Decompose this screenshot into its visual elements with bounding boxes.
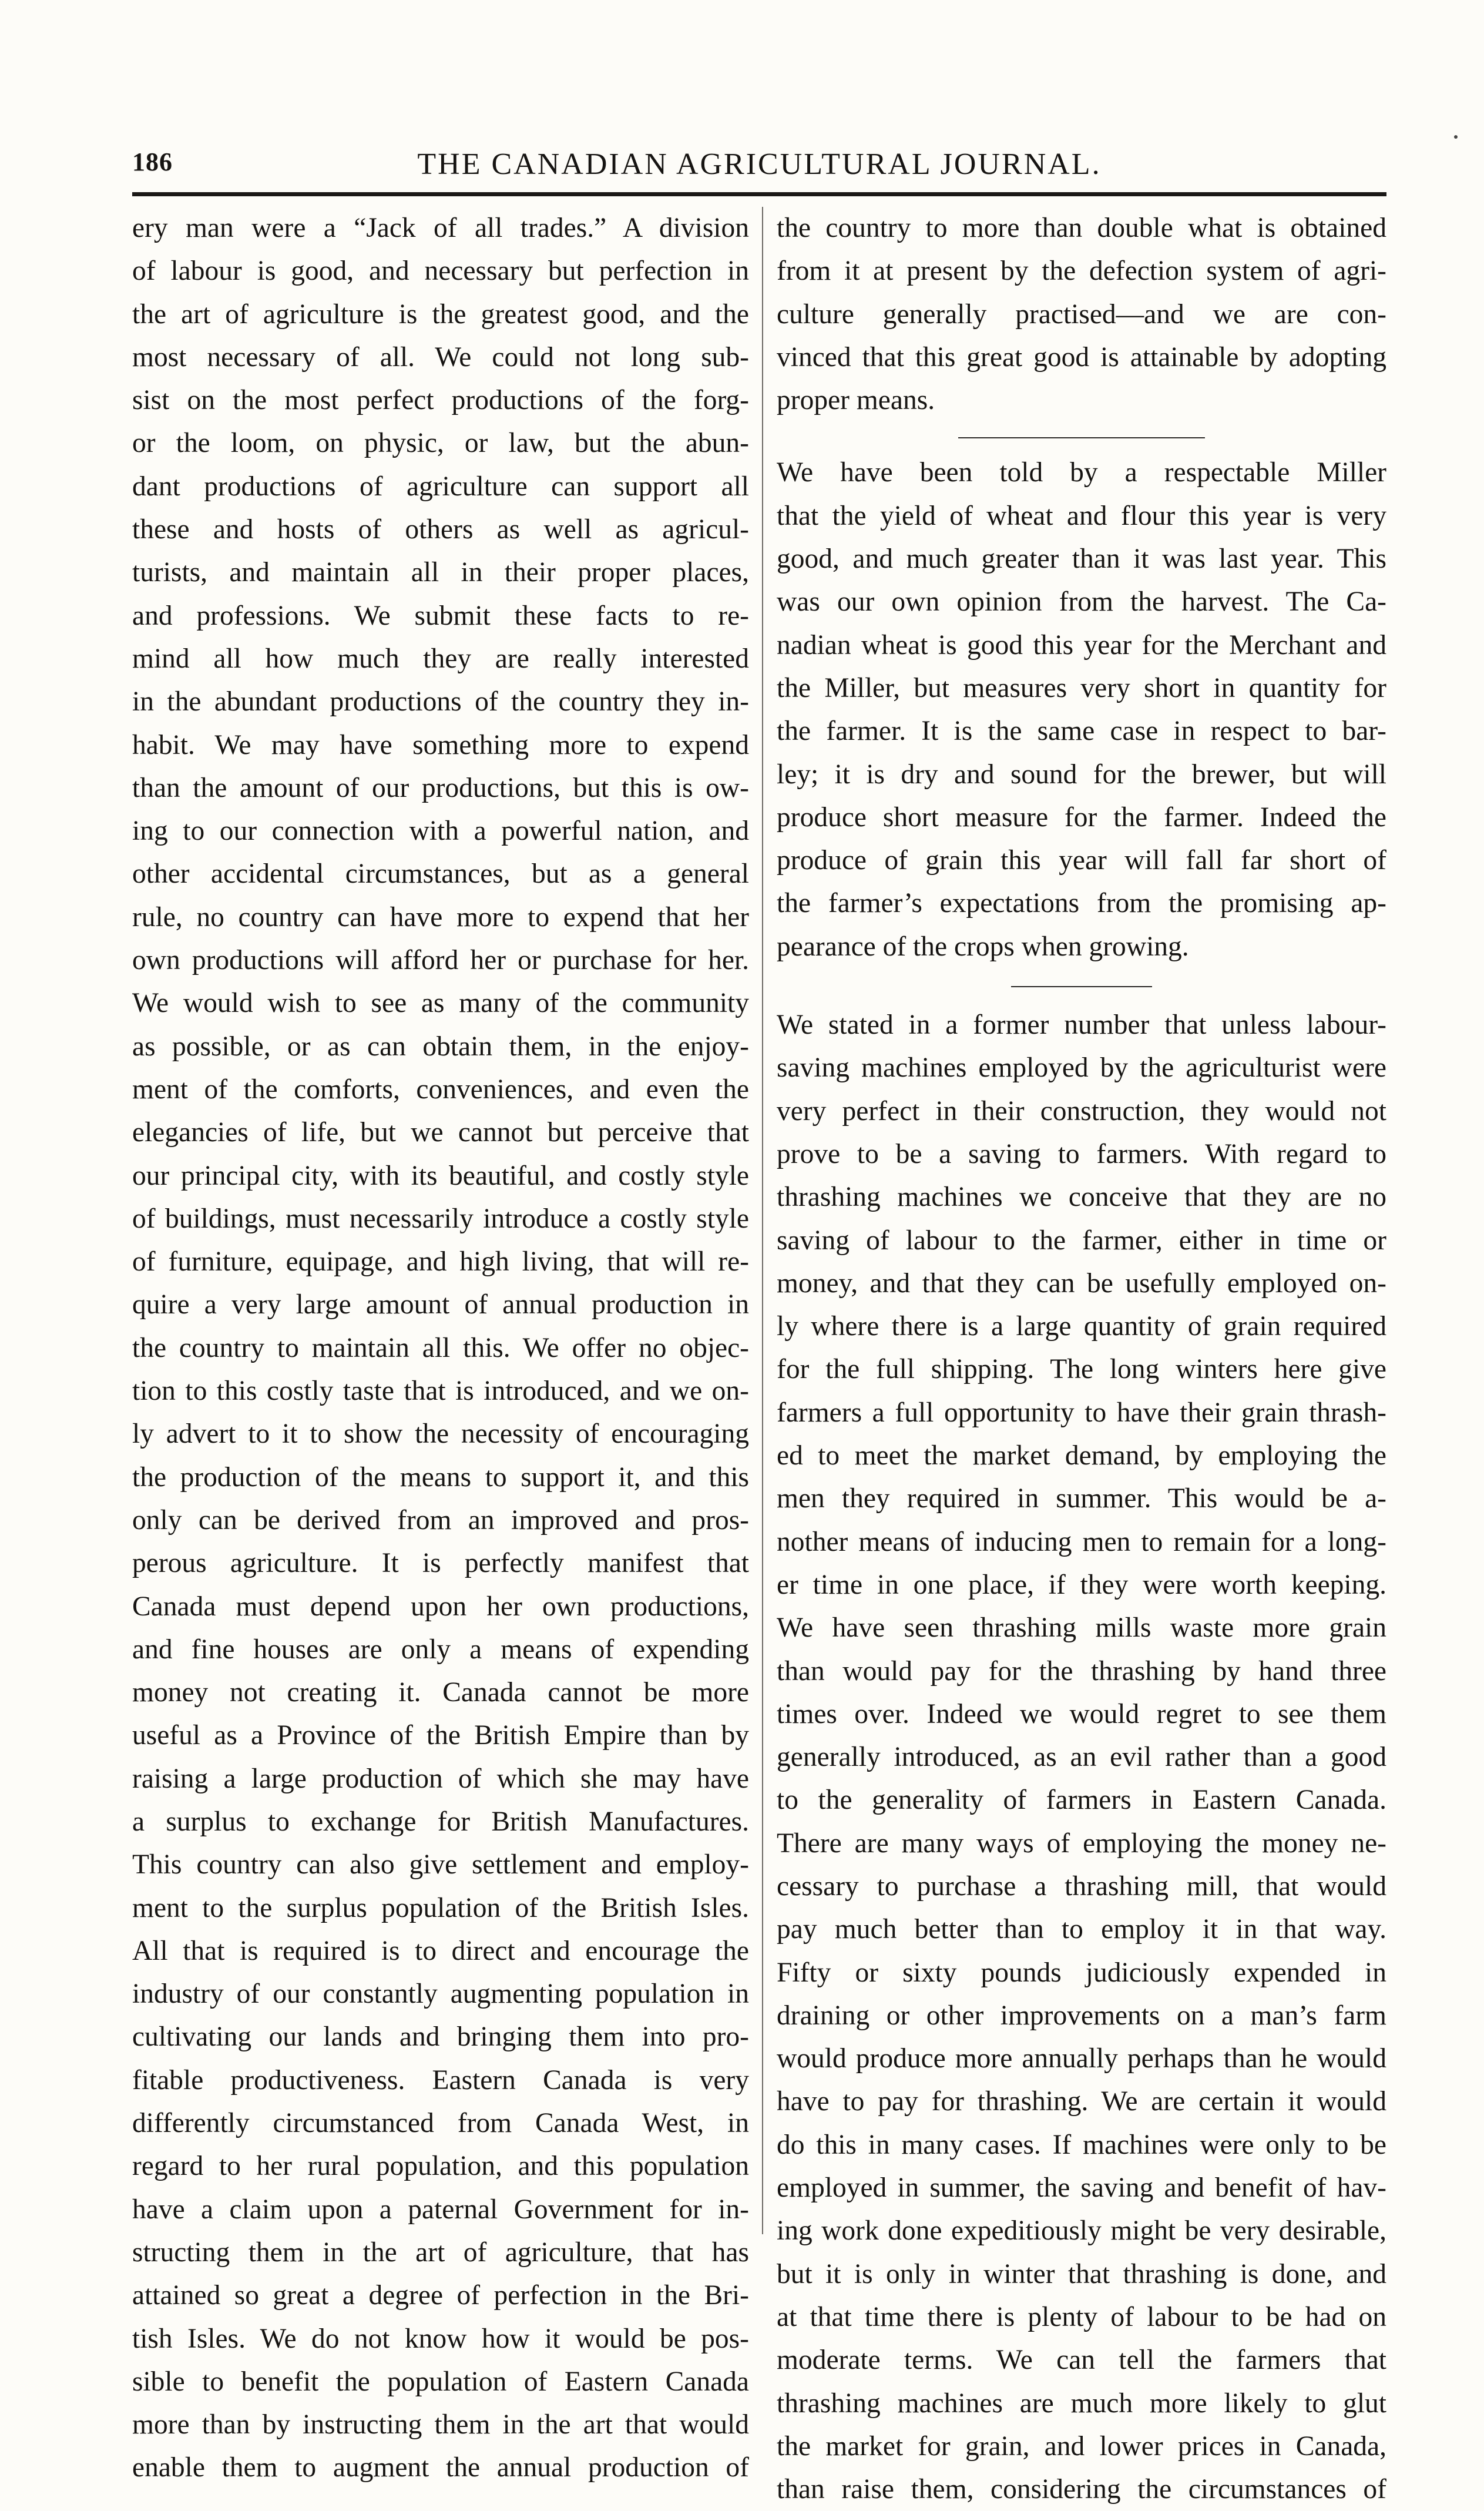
text-line: We have been told by a respectable Miller: [777, 457, 1386, 488]
text-line: culture generally practised—and we are con-: [777, 299, 1386, 330]
section-rule: [1011, 986, 1152, 987]
text-line: elegancies of life, but we cannot but perceive that: [132, 1117, 749, 1148]
text-line: men they required in summer. This would be a-: [777, 1483, 1386, 1514]
text-line: We have seen thrashing mills waste more grain: [777, 1612, 1386, 1644]
text-line: more than by instructing them in the art that would: [132, 2409, 749, 2440]
text-line: tish Isles. We do not know how it would be pos-: [132, 2323, 749, 2354]
text-line: ley; it is dry and sound for the brewer, but will: [777, 759, 1386, 790]
text-line: have to pay for thrashing. We are certain it would: [777, 2086, 1386, 2117]
text-line: habit. We may have something more to expend: [132, 729, 749, 760]
text-line: structing them in the art of agriculture, that has: [132, 2237, 749, 2268]
text-line: enable them to augment the annual production of: [132, 2452, 749, 2483]
text-line: ing to our connection with a powerful nation, and: [132, 816, 749, 847]
text-line: the country to more than double what is obtained: [777, 213, 1386, 243]
text-line: Fifty or sixty pounds judiciously expended in: [777, 1957, 1386, 1988]
text-line: We would wish to see as many of the community: [132, 988, 749, 1019]
text-line: dant productions of agriculture can support all: [132, 471, 749, 502]
text-line: proper means.: [777, 385, 935, 416]
text-line: most necessary of all. We could not long sub-: [132, 341, 749, 373]
text-line: good, and much greater than it was last year. This: [777, 544, 1386, 575]
text-line: ery man were a “Jack of all trades.” A division: [132, 213, 749, 243]
text-line: rule, no country can have more to expend that her: [132, 901, 749, 933]
text-line: prove to be a saving to farmers. With regard to: [777, 1138, 1386, 1169]
text-line: employed in summer, the saving and benefit of hav-: [777, 2173, 1386, 2204]
text-line: pay much better than to employ it in that way.: [777, 1914, 1386, 1945]
text-line: differently circumstanced from Canada West, in: [132, 2108, 749, 2139]
text-line: We stated in a former number that unless labour-: [777, 1010, 1386, 1041]
text-line: ment of the comforts, conveniences, and even the: [132, 1074, 749, 1105]
text-line: turists, and maintain all in their proper places,: [132, 557, 749, 588]
text-line: There are many ways of employing the money ne-: [777, 1828, 1386, 1859]
text-line: All that is required is to direct and encourage the: [132, 1935, 749, 1966]
text-line: the farmer’s expectations from the promising ap-: [777, 888, 1386, 919]
text-line: ment to the surplus population of the British Isles.: [132, 1892, 749, 1923]
text-line: in the abundant productions of the country they in-: [132, 686, 749, 718]
text-line: would produce more annually perhaps than he would: [777, 2043, 1386, 2074]
text-line: ing work done expeditiously might be very desirable,: [777, 2215, 1386, 2247]
running-title: THE CANADIAN AGRICULTURAL JOURNAL.: [417, 147, 1102, 181]
text-line: own productions will afford her or purchase for her.: [132, 945, 749, 976]
text-line: and fine houses are only a means of expending: [132, 1634, 749, 1665]
text-line: but it is only in winter that thrashing is done, and: [777, 2258, 1386, 2289]
text-line: perous agriculture. It is perfectly manifest that: [132, 1548, 749, 1579]
text-line: regard to her rural population, and this population: [132, 2151, 749, 2182]
text-line: as possible, or as can obtain them, in the enjoy-: [132, 1031, 749, 1062]
text-line: saving of labour to the farmer, either in time or: [777, 1225, 1386, 1256]
header-rule: [132, 192, 1386, 196]
text-line: quire a very large amount of annual production in: [132, 1289, 749, 1320]
text-line: of furniture, equipage, and high living, that will re-: [132, 1246, 749, 1278]
text-line: have a claim upon a paternal Government for in-: [132, 2194, 749, 2225]
text-line: do this in many cases. If machines were only to be: [777, 2129, 1386, 2160]
page-number: 186: [132, 147, 173, 176]
text-line: nadian wheat is good this year for the Merchant and: [777, 629, 1386, 661]
text-line: thrashing machines we conceive that they are no: [777, 1182, 1386, 1213]
print-speck: [1454, 135, 1458, 139]
text-line: other accidental circumstances, but as a general: [132, 859, 749, 890]
text-line: for the full shipping. The long winters here give: [777, 1354, 1386, 1385]
text-line: from it at present by the defection system of agri-: [777, 256, 1386, 287]
text-line: pearance of the crops when growing.: [777, 931, 1189, 962]
text-line: than the amount of our productions, but this is ow-: [132, 772, 749, 803]
text-line: er time in one place, if they were worth keeping.: [777, 1569, 1386, 1600]
text-line: at that time there is plenty of labour to be had on: [777, 2301, 1386, 2332]
text-line: sible to benefit the population of Eastern Canada: [132, 2366, 749, 2397]
text-line: a surplus to exchange for British Manufactures.: [132, 1806, 749, 1837]
text-line: the country to maintain all this. We offer no objec-: [132, 1332, 749, 1363]
text-line: produce short measure for the farmer. Indeed the: [777, 802, 1386, 833]
text-line: moderate terms. We can tell the farmers that: [777, 2345, 1386, 2376]
text-line: the market for grain, and lower prices in Canada,: [777, 2430, 1386, 2462]
text-line: and professions. We submit these facts to re-: [132, 600, 749, 631]
text-line: our principal city, with its beautiful, and costly style: [132, 1160, 749, 1191]
text-line: the farmer. It is the same case in respect to bar-: [777, 716, 1386, 747]
text-line: the production of the means to support it, and this: [132, 1461, 749, 1493]
text-line: raising a large production of which she may have: [132, 1763, 749, 1794]
text-line: these and hosts of others as well as agricul-: [132, 514, 749, 545]
column-divider: [762, 207, 763, 2234]
text-line: tion to this costly taste that is introduced, and we on-: [132, 1376, 749, 1407]
text-line: sist on the most perfect productions of the forg-: [132, 385, 749, 416]
text-line: cultivating our lands and bringing them into pro-: [132, 2021, 749, 2053]
text-line: nother means of inducing men to remain for a long-: [777, 1526, 1386, 1557]
text-line: money not creating it. Canada cannot be more: [132, 1677, 749, 1708]
text-line: that the yield of wheat and flour this year is very: [777, 500, 1386, 531]
text-line: than would pay for the thrashing by hand three: [777, 1655, 1386, 1687]
text-line: ly where there is a large quantity of grain required: [777, 1311, 1386, 1342]
text-line: Canada must depend upon her own productions,: [132, 1591, 749, 1622]
text-line: ly advert to it to show the necessity of encouraging: [132, 1419, 749, 1450]
left-column: [132, 207, 749, 2490]
text-line: attained so great a degree of perfection in the Bri-: [132, 2280, 749, 2311]
page-header: [132, 136, 1386, 183]
text-line: ed to meet the market demand, by employing the: [777, 1440, 1386, 1471]
text-line: to the generality of farmers in Eastern Canada.: [777, 1785, 1386, 1816]
text-line: times over. Indeed we would regret to see them: [777, 1698, 1386, 1729]
text-line: only can be derived from an improved and pros-: [132, 1504, 749, 1536]
text-line: produce of grain this year will fall far short of: [777, 845, 1386, 876]
text-line: thrashing machines are much more likely to glut: [777, 2388, 1386, 2419]
section-rule: [958, 437, 1205, 438]
text-line: generally introduced, as an evil rather than a good: [777, 1742, 1386, 1773]
text-line: very perfect in their construction, they would not: [777, 1095, 1386, 1127]
text-line: vinced that this great good is attainable by adopting: [777, 341, 1386, 373]
right-column: [777, 207, 1386, 2511]
text-line: cessary to purchase a thrashing mill, that would: [777, 1870, 1386, 1902]
text-line: mind all how much they are really interested: [132, 643, 749, 674]
text-line: or the loom, on physic, or law, but the abun-: [132, 428, 749, 459]
text-line: draining or other improvements on a man’s farm: [777, 2000, 1386, 2031]
text-line: money, and that they can be usefully employed on-: [777, 1268, 1386, 1299]
text-line: the art of agriculture is the greatest good, and the: [132, 299, 749, 330]
text-line: of buildings, must necessarily introduce a costly style: [132, 1203, 749, 1234]
text-line: was our own opinion from the harvest. The Ca-: [777, 586, 1386, 618]
text-line: than raise them, considering the circumstances of: [777, 2474, 1386, 2505]
text-line: useful as a Province of the British Empire than by: [132, 1720, 749, 1751]
text-line: farmers a full opportunity to have their grain thrash-: [777, 1397, 1386, 1428]
text-line: industry of our constantly augmenting population in: [132, 1979, 749, 2010]
text-line: saving machines employed by the agriculturist were: [777, 1052, 1386, 1084]
text-line: This country can also give settlement and employ-: [132, 1849, 749, 1880]
text-line: of labour is good, and necessary but perfection in: [132, 256, 749, 287]
text-line: fitable productiveness. Eastern Canada is very: [132, 2064, 749, 2096]
text-line: the Miller, but measures very short in quantity for: [777, 672, 1386, 703]
